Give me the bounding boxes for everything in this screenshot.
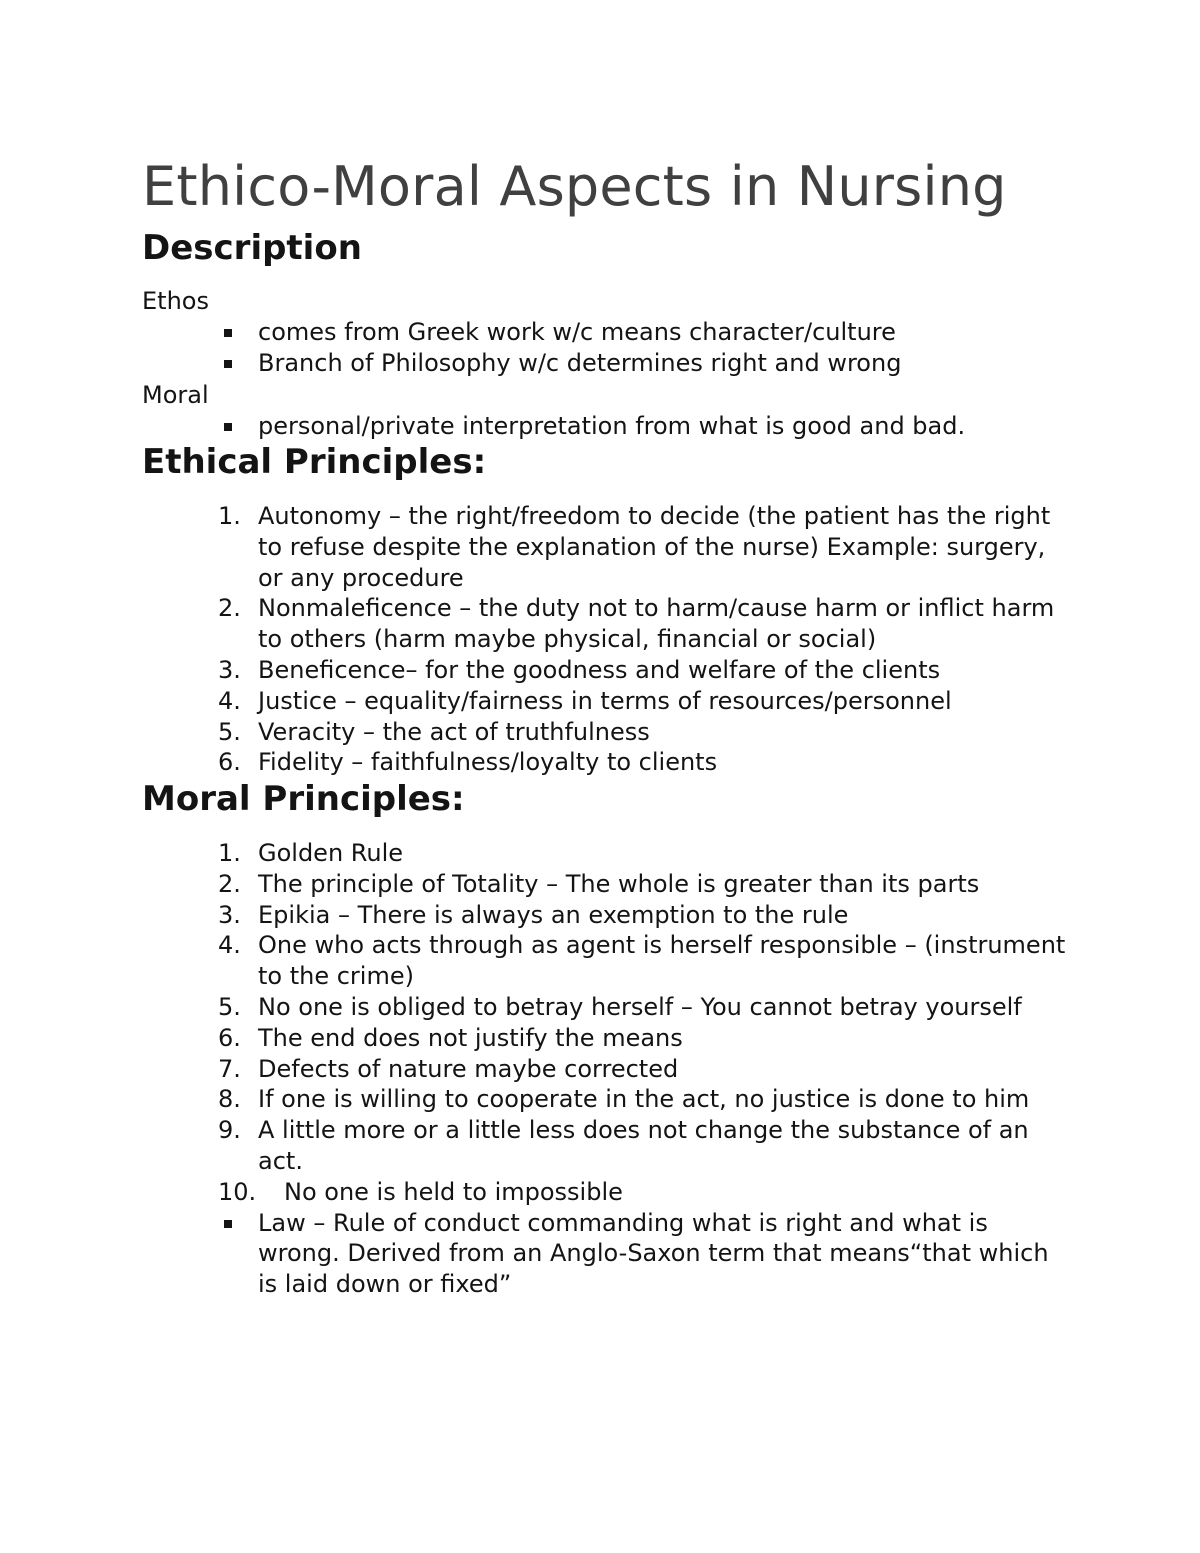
list-item: [0, 317, 1200, 348]
list-item-text: A little more or a little less does not change the substance of an act.: [258, 1116, 1029, 1175]
list-item-text: The end does not justify the means: [258, 1023, 683, 1052]
moral-list: [0, 411, 1200, 442]
list-item-text: Veracity – the act of truthfulness: [258, 717, 650, 746]
ethical-principles-list: [0, 501, 1200, 778]
list-item-text: If one is willing to cooperate in the act, no justice is done to him: [258, 1085, 1030, 1114]
list-item-text: The principle of Totality – The whole is greater than its parts: [258, 869, 980, 898]
square-bullet-icon: [224, 329, 232, 337]
list-number: 5.: [218, 992, 241, 1021]
moral-principles-heading: Moral Principles:: [142, 779, 465, 819]
list-item-text: comes from Greek work w/c means character/culture: [258, 318, 896, 346]
list-item-text: Justice – equality/fairness in terms of resources/personnel: [258, 686, 952, 715]
list-number: 8.: [218, 1085, 241, 1114]
list-item-text: No one is held to impossible: [284, 1177, 623, 1206]
list-item-text: Fidelity – faithfulness/loyalty to clients: [258, 748, 718, 777]
list-item: [0, 747, 1200, 778]
list-item: [0, 992, 1200, 1023]
list-item: [0, 717, 1200, 748]
list-number: 3.: [218, 655, 241, 684]
list-number: 2.: [218, 869, 241, 898]
moral-label: Moral: [142, 381, 209, 409]
list-item-text: Golden Rule: [258, 839, 404, 867]
list-item: [0, 1208, 1200, 1300]
list-item: [0, 348, 1200, 379]
ethical-principles-heading: Ethical Principles:: [142, 442, 487, 482]
list-item-text: Law – Rule of conduct commanding what is right and what is wrong. Derived from an Anglo-Saxon term that means“that which is laid down or fixed”: [258, 1208, 1049, 1299]
list-item: [0, 686, 1200, 717]
list-number: 6.: [218, 1023, 241, 1052]
square-bullet-icon: [224, 360, 232, 368]
list-item: [0, 1177, 1200, 1208]
list-number: 4.: [218, 931, 241, 960]
list-item: [0, 900, 1200, 931]
list-item-text: Branch of Philosophy w/c determines right and wrong: [258, 348, 902, 377]
list-item: [0, 1084, 1200, 1115]
list-item: [0, 1023, 1200, 1054]
list-item-text: Epikia – There is always an exemption to the rule: [258, 900, 849, 929]
list-number: 1.: [218, 839, 241, 867]
ethos-label: Ethos: [142, 287, 209, 315]
list-number: 5.: [218, 717, 241, 746]
list-item-text: personal/private interpretation from what is good and bad.: [258, 412, 966, 440]
list-item: [0, 930, 1200, 992]
list-number: 4.: [218, 686, 241, 715]
list-item-text: Defects of nature maybe corrected: [258, 1054, 679, 1083]
ethos-list: [0, 317, 1200, 379]
list-number: 10.: [218, 1177, 257, 1206]
list-item: [0, 1054, 1200, 1085]
list-item: [0, 411, 1200, 442]
list-number: 2.: [218, 594, 241, 623]
list-item-text: One who acts through as agent is herself responsible – (instrument to the crime): [258, 931, 1066, 991]
square-bullet-icon: [224, 1220, 232, 1228]
list-item: [0, 1115, 1200, 1177]
moral-principles-list: [0, 838, 1200, 1300]
square-bullet-icon: [224, 423, 232, 431]
list-number: 9.: [218, 1116, 241, 1145]
list-item-text: Autonomy – the right/freedom to decide (the patient has the right to refuse despite the explanation of the nurse) Example: surgery, or any procedure: [258, 502, 1051, 592]
list-item-text: No one is obliged to betray herself – You cannot betray yourself: [258, 992, 1022, 1021]
list-number: 7.: [218, 1054, 241, 1083]
list-number: 1.: [218, 502, 241, 530]
list-item: [0, 838, 1200, 869]
list-item: [0, 501, 1200, 593]
list-number: 3.: [218, 900, 241, 929]
list-item-text: Beneficence– for the goodness and welfare of the clients: [258, 655, 941, 684]
document-title: Ethico-Moral Aspects in Nursing: [142, 155, 1007, 218]
description-heading: Description: [142, 228, 362, 268]
list-item-text: Nonmaleficence – the duty not to harm/cause harm or inflict harm to others (harm maybe physical, financial or social): [258, 594, 1055, 654]
list-item: [0, 655, 1200, 686]
list-number: 6.: [218, 748, 241, 777]
list-item: [0, 593, 1200, 655]
list-item: [0, 869, 1200, 900]
